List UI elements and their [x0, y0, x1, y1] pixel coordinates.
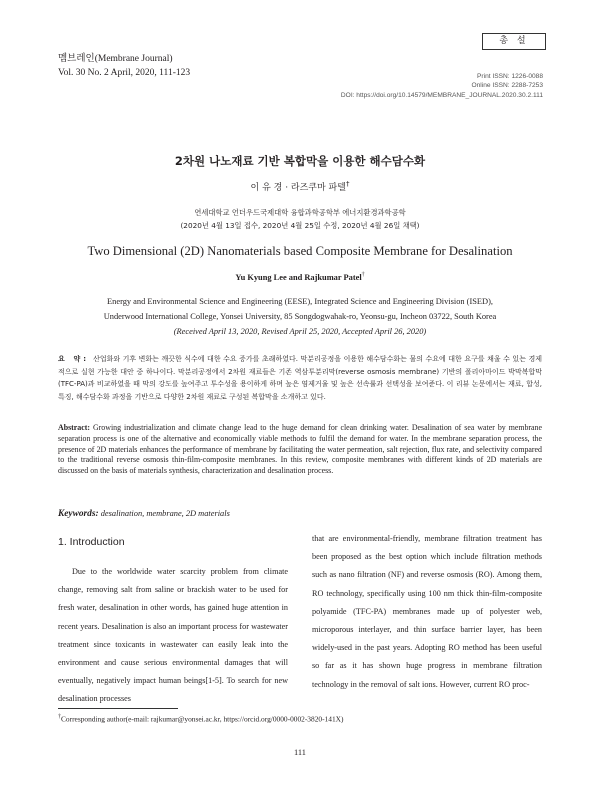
english-authors — [0, 272, 600, 282]
introduction-heading: 1. Introduction — [58, 536, 125, 548]
identifiers — [341, 72, 543, 100]
online-issn: Online ISSN: 2288-7253 — [471, 82, 543, 90]
introduction-right-text: that are environmental-friendly, membrane filtration treatment has been proposed as the best option which include filtration methods such as nano filtration (NF) and reverse osmosis (RO). Among them, RO technology, specifically using 100 nm thick thin-film-composite polyamide (TFC-PA) membranes made up of polyester web, microporous interlayer, and thin surface barrier layer, has been widely-used in the past years. Adopting RO method has been useful so far as it has shown huge progress in membrane filtration technology in the removal of salt ions. However, current RO proc- — [312, 534, 542, 689]
english-affiliation — [62, 294, 538, 339]
english-affiliation-line-2: Underwood International College, Yonsei University, 85 Songdogwahak-ro, Yeonsu-gu, Incheon 03722, South Korea — [103, 312, 497, 321]
english-author-names: Yu Kyung Lee and Rajkumar Patel — [235, 272, 362, 282]
left-column — [58, 533, 288, 709]
korean-abstract — [58, 353, 542, 403]
footnote-rule — [58, 708, 178, 709]
english-abstract-text: Growing industrialization and climate change lead to the huge demand for clean drinking water. Desalination of sea water by membrane separation process is one of the alternative and economically viable methods to fulfil the demand for water. In the membrane separation process, the presence of 2D materials enhances the performance of membrane by facilitating the water permeation, salt rejection, flux rate, and selectivity compared to the traditional reverse osmosis thin-film-composite membranes. In this review, composite membranes with different kinds of 2D materials are discussed on the basis of materials synthesis, characterization and desalination process. — [58, 423, 542, 476]
english-abstract-label: Abstract: — [58, 423, 90, 432]
footnote-mark: † — [58, 714, 61, 720]
right-column — [312, 530, 542, 694]
korean-abstract-label: 요 약: — [58, 355, 90, 363]
page-number: 111 — [294, 748, 306, 757]
keywords-label: Keywords: — [58, 509, 99, 519]
korean-abstract-text: 산업화와 기후 변화는 깨끗한 식수에 대한 수요 증가를 초래하였다. 막분리공정을 이용한 해수담수화는 물의 수요에 대한 요구를 채울 수 있는 경제적으로 실현 가능한 대안 중 하나이다. 막분리공정에서 2차원 재료들은 기존 역삼투분리막(reverse osmosis membrane) 기반의 폴리아마이드 박막복합막(TFC-PA)과 비교하였을 때 막의 강도를 높여주고 투수성을 용이하게 하며 높은 염제거율 및 높은 선속률과 선택성을 보여준다. 이 리뷰 논문에서는 재료, 합성, 특징, 해수담수화 과정을 기반으로 다양한 2차원 재료로 구성된 복합막을 소개하고 있다. — [58, 355, 542, 401]
korean-authors — [0, 180, 600, 193]
korean-dates: (2020년 4월 13일 접수, 2020년 4월 25일 수정, 2020년 4월 26일 채택) — [180, 221, 420, 230]
corresponding-mark: † — [345, 180, 350, 188]
article-type-badge: 총 설 — [482, 33, 546, 50]
korean-affiliation-line: 연세대학교 언더우드국제대학 융합과학공학부 에너지환경과학공학 — [194, 208, 406, 217]
journal-issue: Vol. 30 No. 2 April, 2020, 111-123 — [58, 68, 191, 78]
footnote — [58, 714, 343, 723]
keywords-text: desalination, membrane, 2D materials — [100, 509, 230, 518]
korean-author-names: 이 유 경 · 라즈쿠마 파텔 — [250, 183, 346, 193]
english-title: Two Dimensional (2D) Nanomaterials based Composite Membrane for Desalination — [87, 244, 513, 258]
english-received-dates: (Received April 13, 2020, Revised April 25, 2020, Accepted April 26, 2020) — [173, 327, 427, 336]
journal-info — [58, 52, 190, 80]
english-corresponding-mark: † — [361, 272, 365, 278]
doi-link[interactable]: DOI: https://doi.org/10.14579/MEMBRANE_JOURNAL.2020.30.2.111 — [340, 91, 543, 99]
introduction-left-text: Due to the worldwide water scarcity problem from climate change, removing salt from saline or brackish water to be used for fresh water, desalination in other words, has gained huge attention in recent years. Desalination is also an important process for wastewater treatment since toxicants in wastewater can easily leak into the environment and cause serious environmental damages that will eventually, negatively impact human beings[1-5]. To search for new desalination processes — [58, 567, 288, 704]
english-affiliation-line-1: Energy and Environmental Science and Engineering (EESE), Integrated Science and Engineering Division (ISED), — [107, 297, 493, 306]
keywords — [58, 509, 230, 519]
korean-title: 2차원 나노재료 기반 복합막을 이용한 해수담수화 — [174, 154, 426, 168]
print-issn: Print ISSN: 1226-0088 — [477, 73, 543, 80]
journal-name: 멤브레인(Membrane Journal) — [58, 54, 173, 64]
footnote-text: Corresponding author(e-mail: rajkumar@yonsei.ac.kr, https://orcid.org/0000-0002-3820-141X) — [61, 714, 344, 724]
english-abstract — [58, 423, 542, 477]
korean-affiliation — [0, 206, 600, 232]
